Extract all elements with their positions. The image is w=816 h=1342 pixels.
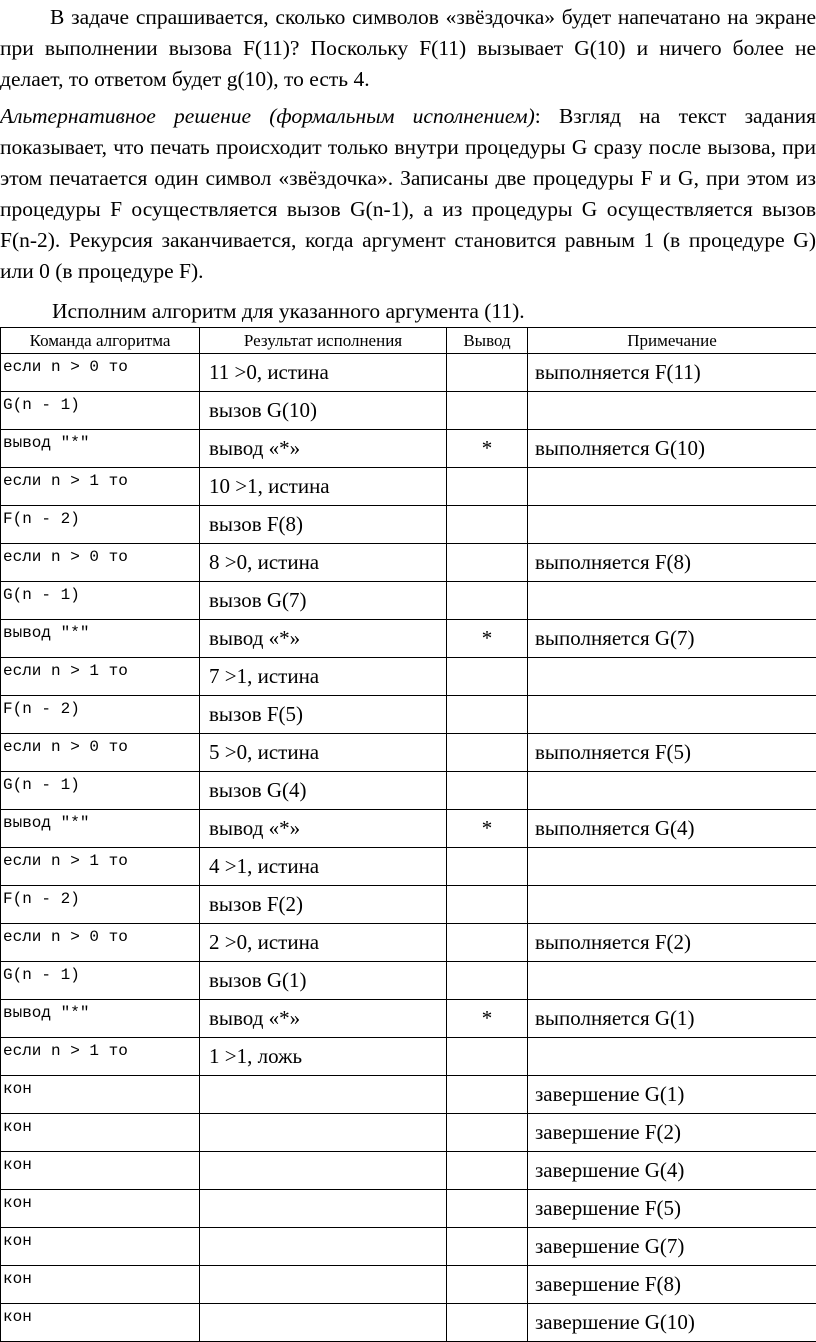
cell-result [200, 1266, 447, 1304]
cell-note: завершение F(5) [528, 1190, 816, 1228]
cell-result [200, 1076, 447, 1114]
cell-result [200, 1152, 447, 1190]
cell-output [447, 544, 528, 582]
cell-note: выполняется F(5) [528, 734, 816, 772]
cell-note [528, 1038, 816, 1076]
cell-result: 1 >1, ложь [200, 1038, 447, 1076]
table-row [1, 810, 816, 848]
cell-output [447, 734, 528, 772]
cell-command: если n > 1 то [1, 1038, 200, 1076]
table-row [1, 1000, 816, 1038]
cell-note [528, 468, 816, 506]
table-row [1, 430, 816, 468]
table-row [1, 848, 816, 886]
table-caption: Исполним алгоритм для указанного аргумента (11). [52, 296, 525, 327]
header-note: Примечание [528, 328, 816, 354]
table-row [1, 886, 816, 924]
cell-output: * [447, 620, 528, 658]
cell-command: кон [1, 1190, 200, 1228]
table-row [1, 962, 816, 1000]
table-row [1, 772, 816, 810]
cell-result [200, 1190, 447, 1228]
cell-note [528, 886, 816, 924]
paragraph-intro-text: В задаче спрашивается, сколько символов «звёздочка» будет напечатано на экране при выполнении вызова F(11)? Поскольку F(11) вызывает G(10) и ничего более не делает, то ответом будет g(10), то есть 4. [0, 5, 816, 91]
cell-result: 5 >0, истина [200, 734, 447, 772]
cell-output [447, 468, 528, 506]
table-row [1, 620, 816, 658]
table-header-row [1, 328, 816, 354]
table-row [1, 1266, 816, 1304]
table-row [1, 1304, 816, 1342]
table-row [1, 1076, 816, 1114]
table-row [1, 1114, 816, 1152]
cell-command: кон [1, 1152, 200, 1190]
cell-output [447, 772, 528, 810]
cell-command: кон [1, 1266, 200, 1304]
cell-command: кон [1, 1228, 200, 1266]
cell-result: 7 >1, истина [200, 658, 447, 696]
cell-note: выполняется F(11) [528, 354, 816, 392]
cell-result [200, 1114, 447, 1152]
cell-note: выполняется F(2) [528, 924, 816, 962]
cell-command: если n > 0 то [1, 544, 200, 582]
cell-command: вывод "*" [1, 810, 200, 848]
cell-note: выполняется G(4) [528, 810, 816, 848]
cell-note: завершение G(7) [528, 1228, 816, 1266]
cell-note [528, 658, 816, 696]
cell-command: кон [1, 1114, 200, 1152]
cell-command: вывод "*" [1, 620, 200, 658]
cell-output [447, 1038, 528, 1076]
cell-result [200, 1228, 447, 1266]
cell-output [447, 1266, 528, 1304]
cell-output [447, 354, 528, 392]
cell-result: вызов F(2) [200, 886, 447, 924]
table-row [1, 468, 816, 506]
cell-note: завершение F(8) [528, 1266, 816, 1304]
cell-command: G(n - 1) [1, 392, 200, 430]
table-row [1, 658, 816, 696]
cell-result: вывод «*» [200, 620, 447, 658]
table-row [1, 924, 816, 962]
cell-output [447, 886, 528, 924]
table-row [1, 1190, 816, 1228]
cell-result: 2 >0, истина [200, 924, 447, 962]
cell-note [528, 392, 816, 430]
cell-command: G(n - 1) [1, 582, 200, 620]
cell-command: если n > 1 то [1, 658, 200, 696]
cell-output: * [447, 430, 528, 468]
cell-command: вывод "*" [1, 1000, 200, 1038]
table-row [1, 1038, 816, 1076]
table-row [1, 506, 816, 544]
cell-note [528, 582, 816, 620]
cell-result: вызов G(10) [200, 392, 447, 430]
trace-table [0, 327, 816, 1342]
cell-result: вывод «*» [200, 1000, 447, 1038]
cell-command: если n > 0 то [1, 734, 200, 772]
table-body [1, 354, 816, 1342]
cell-command: кон [1, 1076, 200, 1114]
table-row [1, 544, 816, 582]
cell-note: завершение F(2) [528, 1114, 816, 1152]
table-row [1, 582, 816, 620]
paragraph-alternative [0, 101, 816, 287]
cell-result: вывод «*» [200, 430, 447, 468]
cell-note [528, 696, 816, 734]
table-row [1, 1228, 816, 1266]
cell-output [447, 1228, 528, 1266]
cell-command: F(n - 2) [1, 506, 200, 544]
cell-result: вывод «*» [200, 810, 447, 848]
cell-note [528, 962, 816, 1000]
cell-result: вызов G(1) [200, 962, 447, 1000]
cell-command: F(n - 2) [1, 696, 200, 734]
cell-output: * [447, 1000, 528, 1038]
cell-result: 8 >0, истина [200, 544, 447, 582]
paragraph-alternative-text: : Взгляд на текст задания показывает, что печать происходит только внутри процедуры G сразу после вызова, при этом печатается один символ «звёздочка». Записаны две процедуры F и G, при этом из процедуры F осуществляется вызов G(n-1), а из процедуры G осуществляется вызов F(n-2). Рекурсия заканчивается, когда аргумент становится равным 1 (в процедуре G) или 0 (в процедуре F). [0, 104, 816, 283]
cell-note: выполняется F(8) [528, 544, 816, 582]
cell-output [447, 392, 528, 430]
cell-result: 10 >1, истина [200, 468, 447, 506]
cell-result: вызов F(5) [200, 696, 447, 734]
table-row [1, 734, 816, 772]
cell-output [447, 1076, 528, 1114]
cell-command: если n > 0 то [1, 924, 200, 962]
cell-command: если n > 1 то [1, 848, 200, 886]
cell-command: G(n - 1) [1, 962, 200, 1000]
cell-output [447, 1304, 528, 1342]
cell-result: вызов F(8) [200, 506, 447, 544]
cell-result: 11 >0, истина [200, 354, 447, 392]
cell-note: выполняется G(10) [528, 430, 816, 468]
cell-note: завершение G(1) [528, 1076, 816, 1114]
cell-output [447, 658, 528, 696]
cell-output: * [447, 810, 528, 848]
paragraph-intro [0, 2, 816, 95]
cell-result [200, 1304, 447, 1342]
table-row [1, 392, 816, 430]
cell-command: G(n - 1) [1, 772, 200, 810]
cell-output [447, 1190, 528, 1228]
cell-output [447, 848, 528, 886]
cell-output [447, 696, 528, 734]
cell-output [447, 506, 528, 544]
header-output: Вывод [447, 328, 528, 354]
cell-output [447, 924, 528, 962]
cell-result: 4 >1, истина [200, 848, 447, 886]
cell-command: кон [1, 1304, 200, 1342]
cell-command: F(n - 2) [1, 886, 200, 924]
cell-command: если n > 0 то [1, 354, 200, 392]
cell-note: завершение G(4) [528, 1152, 816, 1190]
table-row [1, 1152, 816, 1190]
cell-note: выполняется G(7) [528, 620, 816, 658]
cell-result: вызов G(7) [200, 582, 447, 620]
cell-command: вывод "*" [1, 430, 200, 468]
table-row [1, 696, 816, 734]
cell-note [528, 848, 816, 886]
cell-note [528, 506, 816, 544]
header-command: Команда алгоритма [1, 328, 200, 354]
cell-output [447, 1152, 528, 1190]
table-row [1, 354, 816, 392]
cell-note: завершение G(10) [528, 1304, 816, 1342]
header-result: Результат исполнения [200, 328, 447, 354]
cell-note [528, 772, 816, 810]
cell-result: вызов G(4) [200, 772, 447, 810]
cell-command: если n > 1 то [1, 468, 200, 506]
paragraph-alternative-title: Альтернативное решение (формальным исполнением) [0, 104, 535, 128]
cell-note: выполняется G(1) [528, 1000, 816, 1038]
cell-output [447, 582, 528, 620]
cell-output [447, 1114, 528, 1152]
cell-output [447, 962, 528, 1000]
